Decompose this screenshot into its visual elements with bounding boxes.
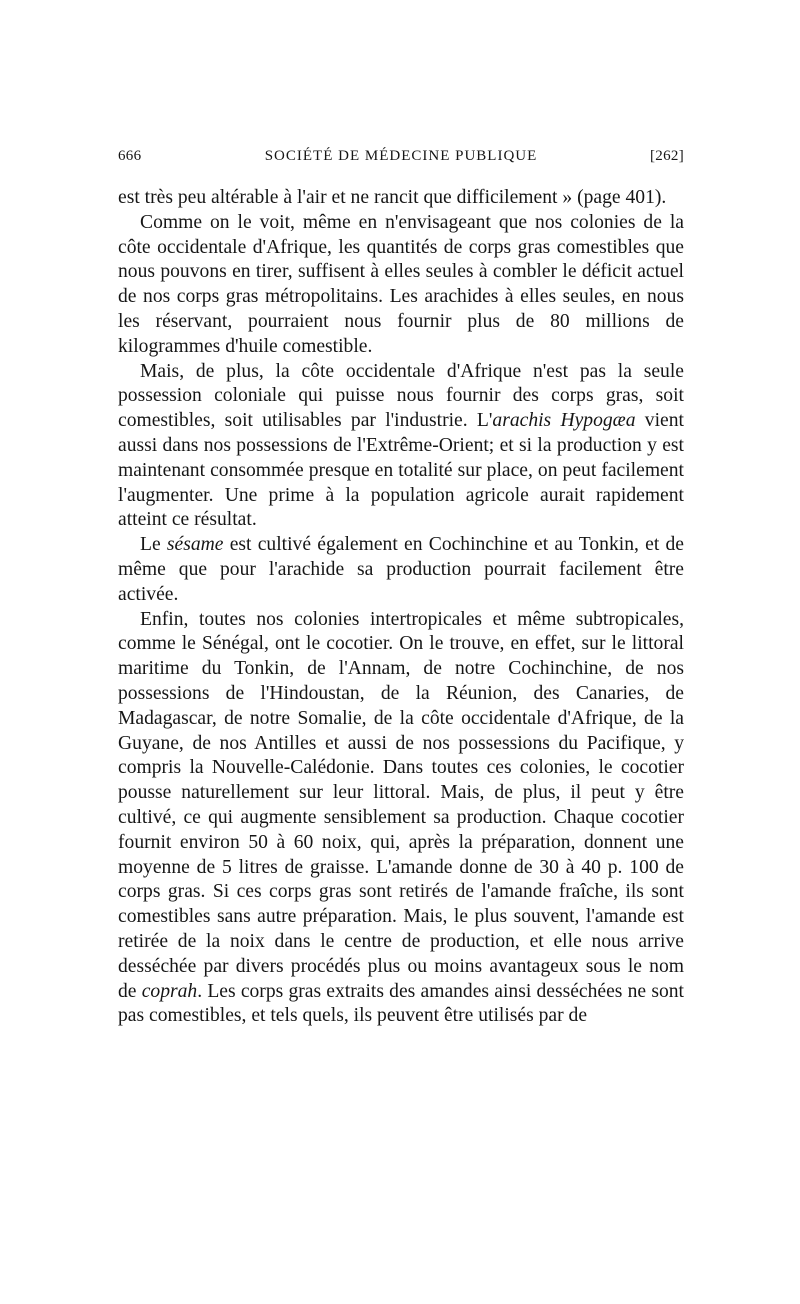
running-title: SOCIÉTÉ DE MÉDECINE PUBLIQUE (264, 148, 538, 164)
paragraph-cocotier (118, 608, 684, 1030)
paragraph-text: est très peu altérable à l'air et ne rancit que difficilement » (page 401). (118, 187, 667, 208)
paragraph-text: est cultivé également en Cochinchine et au Tonkin, et de même que pour l'arachide sa production pourrait facilement être activée. (118, 534, 684, 605)
running-header (118, 148, 684, 174)
page-number: 666 (118, 148, 142, 164)
paragraph-text: Enfin, toutes nos colonies intertropicales et même subtropicales, comme le Sénégal, ont le cocotier. On le trouve, en effet, sur le littoral maritime du Tonkin, de l'Annam, de notre Cochinchine, de nos possessions de l'Hindoustan, de la Réunion, des Canaries, de Madagascar, de notre Somalie, de la côte occidentale d'Afrique, de la Guyane, de nos Antilles et aussi de nos possessions du Pacifique, y compris la Nouvelle-Calédonie. Dans toutes ces colonies, le cocotier pousse naturellement sur leur littoral. Mais, de plus, il peut y être cultivé, ce qui augmente sensiblement sa production. Chaque cocotier fournit environ 50 à 60 noix, qui, après la préparation, donnent une moyenne de 5 litres de graisse. L'amande donne de 30 à 40 p. 100 de corps gras. Si ces corps gras sont retirés de l'amande fraîche, ils sont comestibles sans autre préparation. Mais, le plus souvent, l'amande est retirée de la noix dans le centre de production, et elle nous arrive desséchée par divers procédés plus ou moins avantageux sous le nom de (118, 608, 684, 1002)
section-number: [262] (650, 148, 684, 164)
paragraph-text: Comme on le voit, même en n'envisageant que nos colonies de la côte occidentale d'Afrique, les quantités de corps gras comestibles que nous pouvons en tirer, suffisent à elles seules à combler le déficit actuel de nos corps gras métropolitains. Les arachides à elles seules, en nous les réservant, pourraient nous fournir plus de 80 millions de kilogrammes d'huile comestible. (118, 211, 684, 357)
species-name: arachis Hypogæa (492, 410, 636, 432)
paragraph-text: vient aussi dans nos possessions de l'Extrême-Orient; et si la production y est maintenant consommée presque en totalité sur place, on peut facilement l'augmenter. Une prime à la population agricole aurait rapidement atteint ce résultat. (118, 410, 684, 531)
paragraph-text: Le (140, 534, 167, 556)
plant-name: sésame (166, 534, 224, 556)
paragraph-arachis (118, 360, 684, 534)
document-page (118, 148, 684, 1029)
body-text (118, 186, 684, 1029)
paragraph-sesame (118, 533, 684, 607)
paragraph-text: . Les corps gras extraits des amandes ainsi desséchées ne sont pas comestibles, et tels quels, ils peuvent être utilisés par de (118, 980, 684, 1027)
paragraph-continuation (118, 186, 684, 211)
term-coprah: coprah (141, 980, 198, 1002)
paragraph-text: Mais, de plus, la côte occidentale d'Afrique n'est pas la seule possession coloniale qui puisse nous fournir des corps gras, soit comestibles, soit utilisables par l'industrie. L' (118, 360, 684, 432)
paragraph-colonies-africa (118, 211, 684, 360)
